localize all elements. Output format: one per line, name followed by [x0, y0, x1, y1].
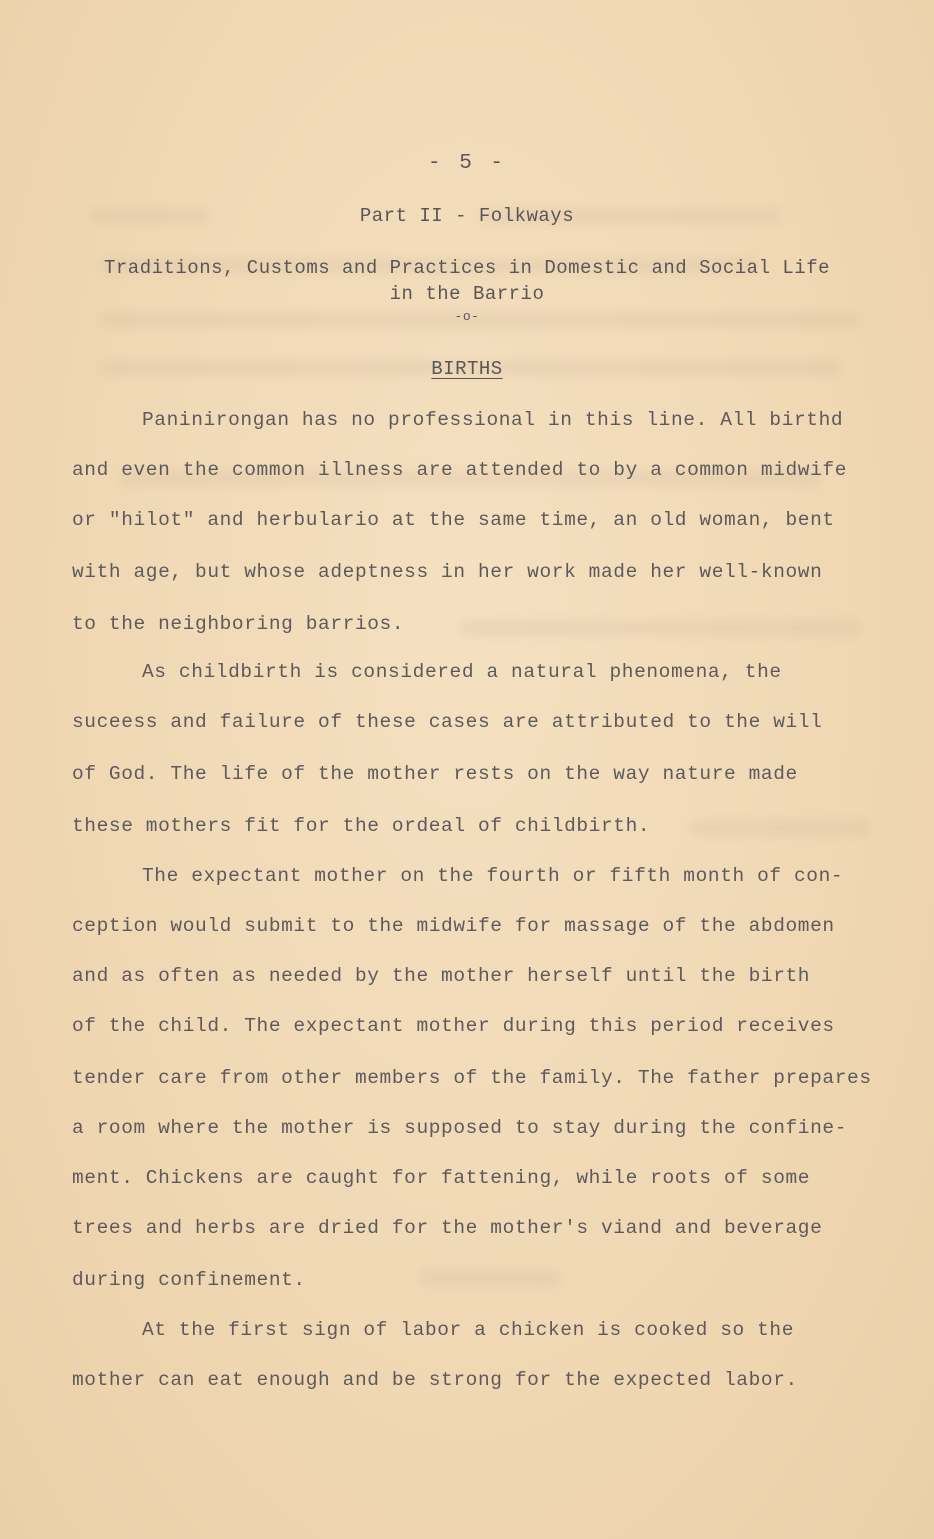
body-line: of God. The life of the mother rests on the way nature made — [72, 763, 798, 785]
body-line: and even the common illness are attended to by a common midwife — [72, 459, 848, 481]
subtitle-line-1: Traditions, Customs and Practices in Domestic and Social Life — [103, 257, 830, 279]
body-line: suceess and failure of these cases are attributed to the will — [72, 711, 823, 733]
body-line: with age, but whose adeptness in her work made her well-known — [72, 561, 823, 583]
subtitle-line-2: in the Barrio — [389, 283, 545, 305]
body-line: tender care from other members of the family. The father prepares — [72, 1067, 872, 1089]
section-divider: -o- — [454, 309, 480, 324]
page-number: - 5 - — [427, 152, 506, 175]
body-line: a room where the mother is supposed to stay during the confine- — [72, 1117, 848, 1139]
body-line: ment. Chickens are caught for fattening, while roots of some — [72, 1167, 811, 1189]
body-line: At the first sign of labor a chicken is cooked so the — [142, 1319, 795, 1341]
body-line: and as often as needed by the mother herself until the birth — [72, 965, 811, 987]
body-line: to the neighboring barrios. — [72, 613, 405, 635]
body-line: during confinement. — [72, 1269, 306, 1291]
body-line: ception would submit to the midwife for massage of the abdomen — [72, 915, 835, 937]
body-line: of the child. The expectant mother during this period receives — [72, 1015, 835, 1037]
body-line: Paninirongan has no professional in this line. All birthd — [142, 409, 844, 431]
body-line: mother can eat enough and be strong for the expected labor. — [72, 1369, 798, 1391]
body-line: trees and herbs are dried for the mother's viand and beverage — [72, 1217, 823, 1239]
body-line: these mothers fit for the ordeal of childbirth. — [72, 815, 651, 837]
body-line: The expectant mother on the fourth or fifth month of con- — [142, 865, 844, 887]
body-line: or "hilot" and herbulario at the same time, an old woman, bent — [72, 509, 835, 531]
part-title: Part II - Folkways — [359, 205, 575, 227]
section-heading: BIRTHS — [431, 358, 503, 380]
body-line: As childbirth is considered a natural phenomena, the — [142, 661, 782, 683]
